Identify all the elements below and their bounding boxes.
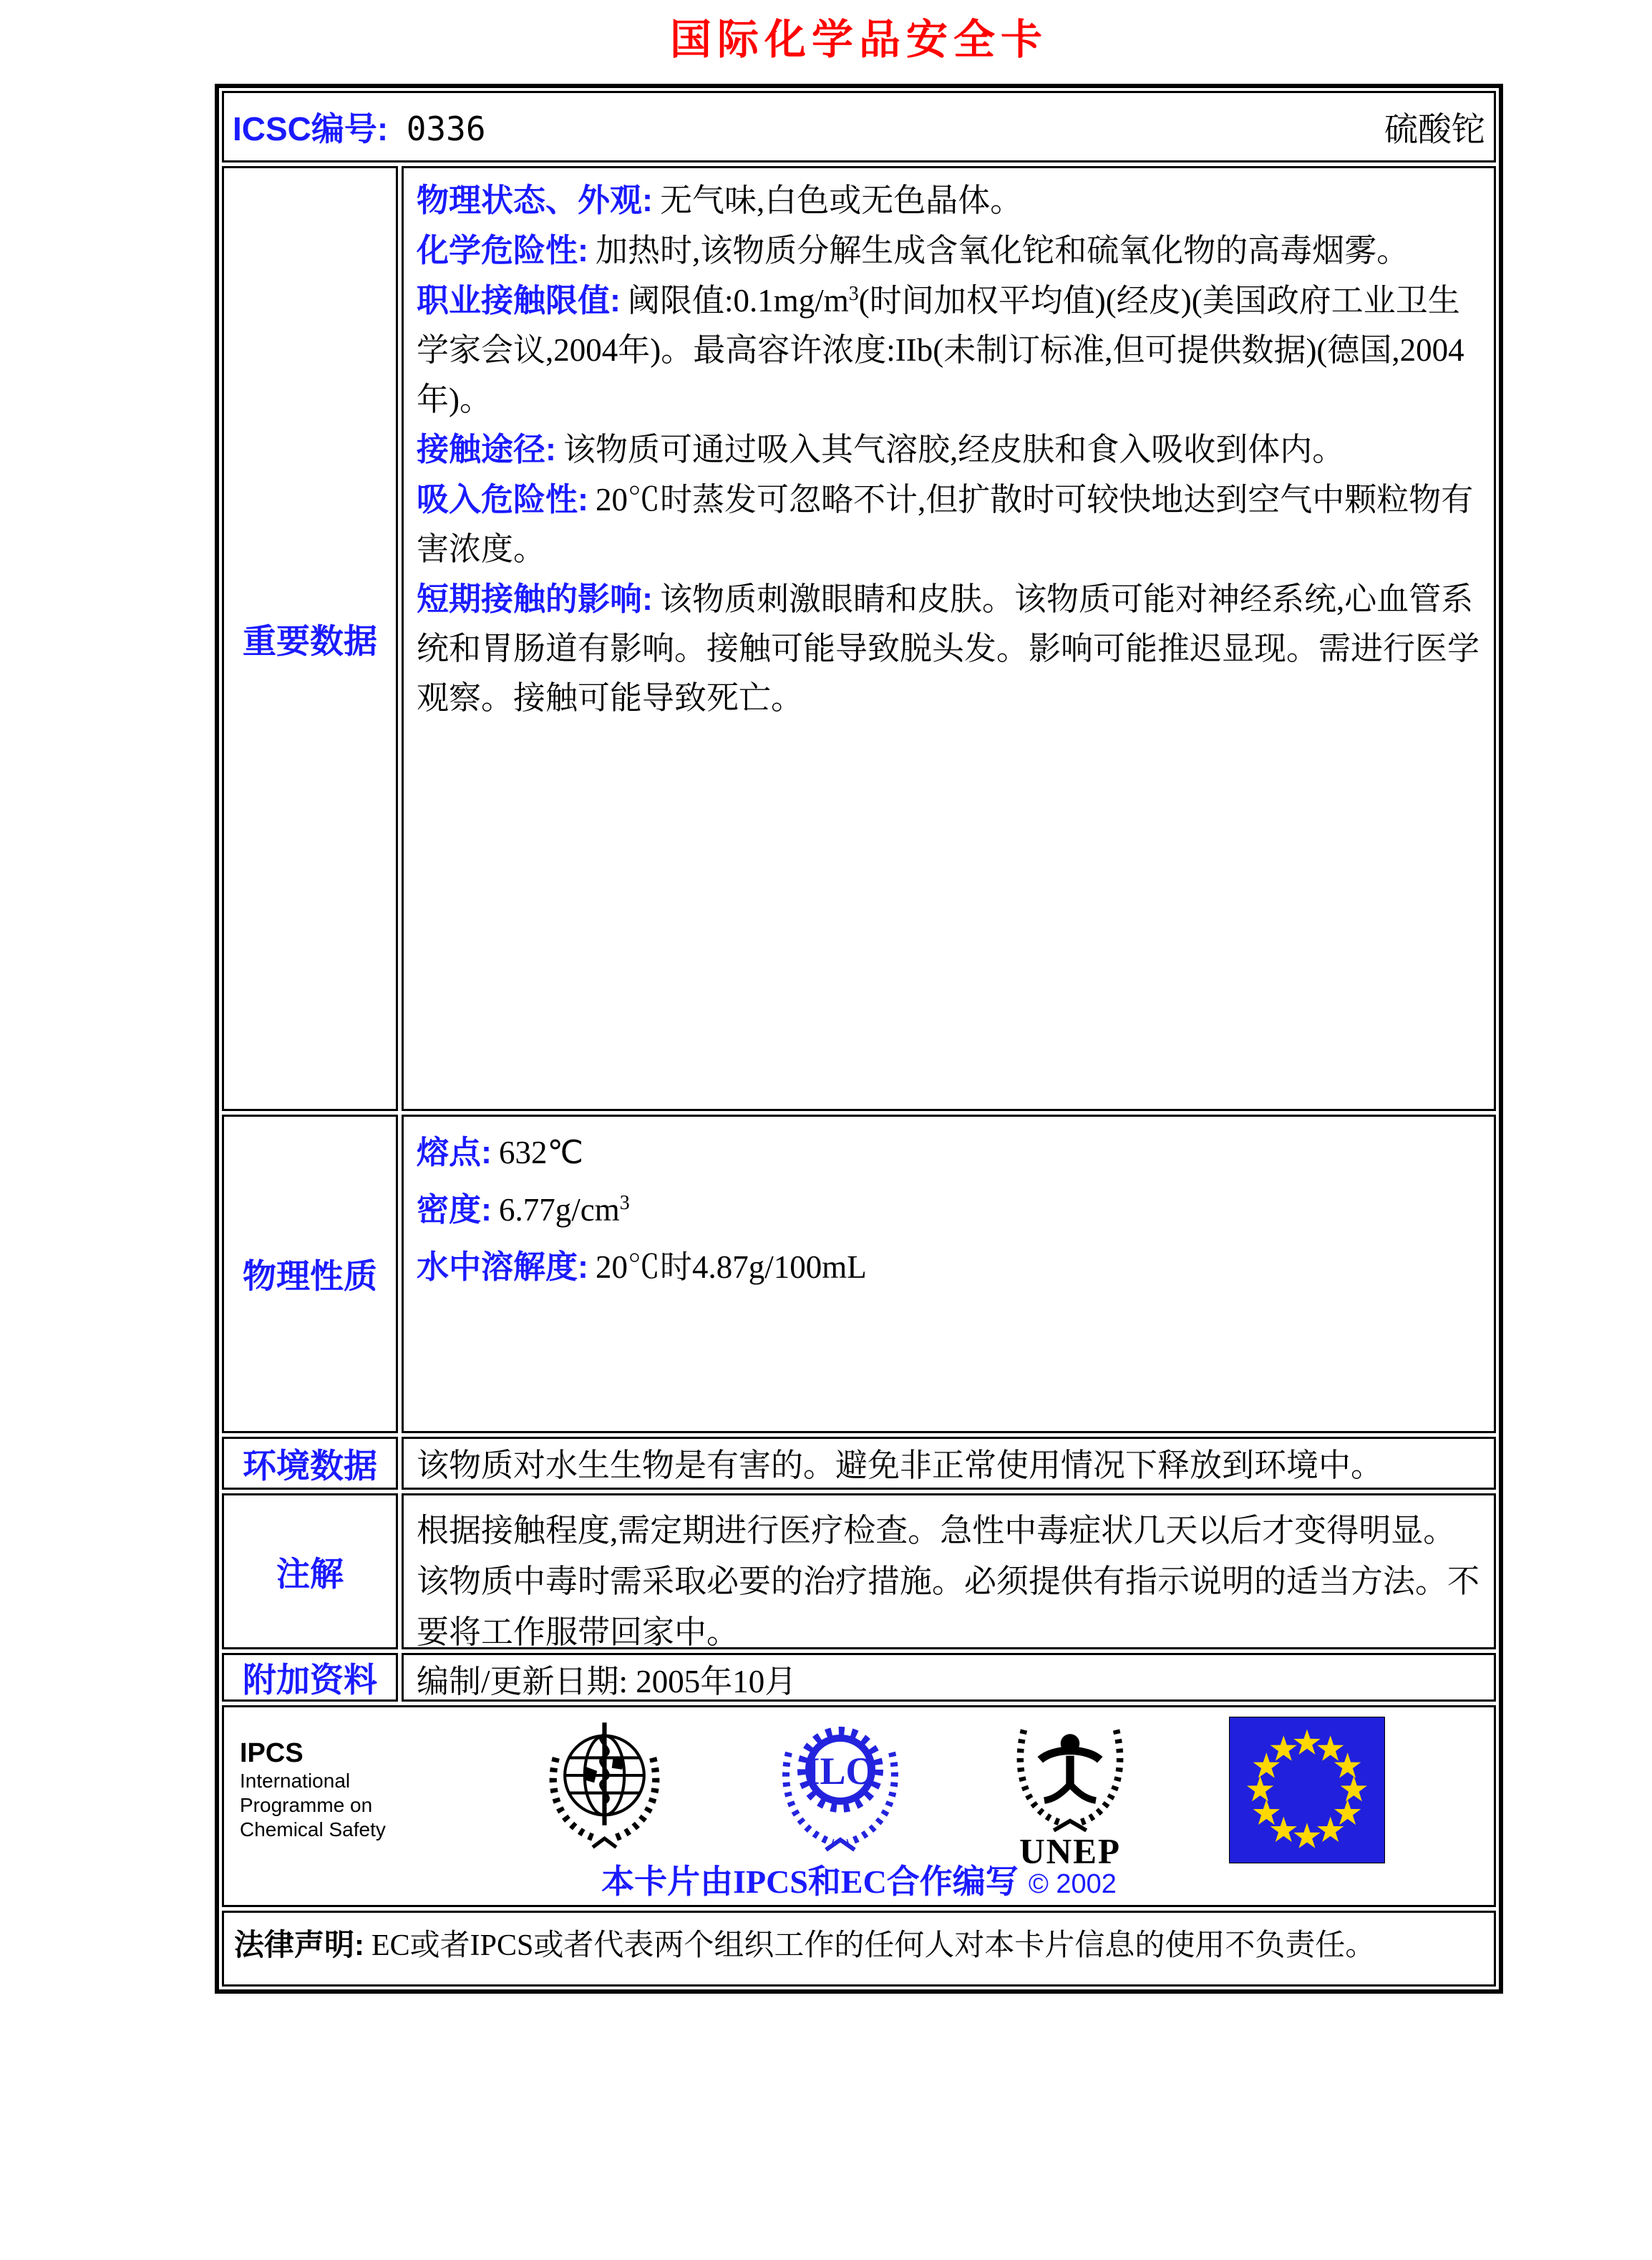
important-line-exposure-routes: 接触途径: 该物质可通过吸入其气溶胶,经皮肤和食入吸收到体内。	[417, 431, 1345, 467]
legal-text: EC或者IPCS或者代表两个组织工作的任何人对本卡片信息的使用不负责任。	[371, 1929, 1376, 1962]
environment-row-label: 环境数据	[222, 1437, 398, 1490]
legal-label: 法律声明:	[234, 1928, 364, 1961]
header-row	[222, 91, 1496, 163]
water-solubility-line: 水中溶解度: 20℃时4.87g/100mL	[417, 1248, 867, 1285]
important-data-content	[402, 166, 1496, 1111]
important-line-short-term-effects: 短期接触的影响: 该物质刺激眼睛和皮肤。该物质可能对神经系统,心血管系统和胃肠道有影响。接触可能导致脱头发。影响可能推迟显现。需进行医学观察。接触可能导致死亡。	[417, 581, 1480, 716]
density-line: 密度: $6.77g/cm^3$	[417, 1191, 630, 1228]
copyright-text: © 2002	[1028, 1869, 1117, 1899]
environment-content: 该物质对水生生物是有害的。避免非正常使用情况下释放到环境中。	[402, 1437, 1496, 1490]
important-line-inhalation-risk: 吸入危险性: 20℃时蒸发可忽略不计,但扩散时可较快地达到空气中颗粒物有害浓度。	[417, 481, 1474, 567]
eu-flag-icon	[1229, 1717, 1385, 1863]
icsc-number-group	[233, 103, 486, 150]
logo-strip	[240, 1716, 1478, 1868]
important-data-row-label: 重要数据	[222, 166, 398, 1111]
physical-props-content	[402, 1115, 1496, 1433]
cooperation-caption: 本卡片由IPCS和EC合作编写 © 2002	[601, 1863, 1117, 1900]
chemical-name: 硫酸铊	[1384, 112, 1485, 149]
update-date-label: 编制/更新日期:	[417, 1664, 628, 1699]
unep-emblem-icon	[1002, 1711, 1138, 1868]
physical-props-row-label: 物理性质	[222, 1115, 398, 1433]
ipcs-acronym: IPCS	[240, 1738, 303, 1768]
icsc-card-table	[215, 84, 1503, 1994]
ipcs-text-block: IPCS International Programme on Chemical Safety	[240, 1737, 440, 1842]
legal-row	[222, 1911, 1496, 1987]
update-date-value: 2005年10月	[636, 1664, 797, 1699]
notes-content: 根据接触程度,需定期进行医疗检查。急性中毒症状几天以后才变得明显。该物质中毒时需采取必要的治疗措施。必须提供有指示说明的适当方法。不要将工作服带回家中。	[402, 1493, 1496, 1649]
icsc-number-value: 0336	[406, 110, 486, 148]
important-line-physical-state: 物理状态、外观: 无气味,白色或无色晶体。	[417, 182, 1023, 218]
icsc-number-label: ICSC编号:	[233, 110, 389, 147]
ilo-letters: ILO	[804, 1750, 876, 1793]
important-line-occupational-limits: 职业接触限值: 阈限值$:0.1mg/m^3$(时间加权平均值)(经皮)(美国政府工业卫生学家会议,2004年)。最高容许浓度:IIb(未制订标准,但可提供数据)(德国,2004年)。	[417, 282, 1464, 417]
notes-row-label: 注解	[222, 1493, 398, 1649]
additional-content	[402, 1653, 1496, 1702]
additional-row-label: 附加资料	[222, 1653, 398, 1702]
melting-point-line: 熔点: 632℃	[417, 1134, 584, 1170]
who-emblem-icon	[531, 1717, 678, 1863]
unep-letters: UNEP	[1019, 1831, 1122, 1868]
ilo-emblem-icon	[769, 1718, 912, 1861]
page-title: 国际化学品安全卡	[669, 16, 1048, 63]
important-line-chemical-danger: 化学危险性: 加热时,该物质分解生成含氧化铊和硫氧化物的高毒烟雾。	[417, 232, 1409, 268]
logos-row	[222, 1705, 1496, 1907]
